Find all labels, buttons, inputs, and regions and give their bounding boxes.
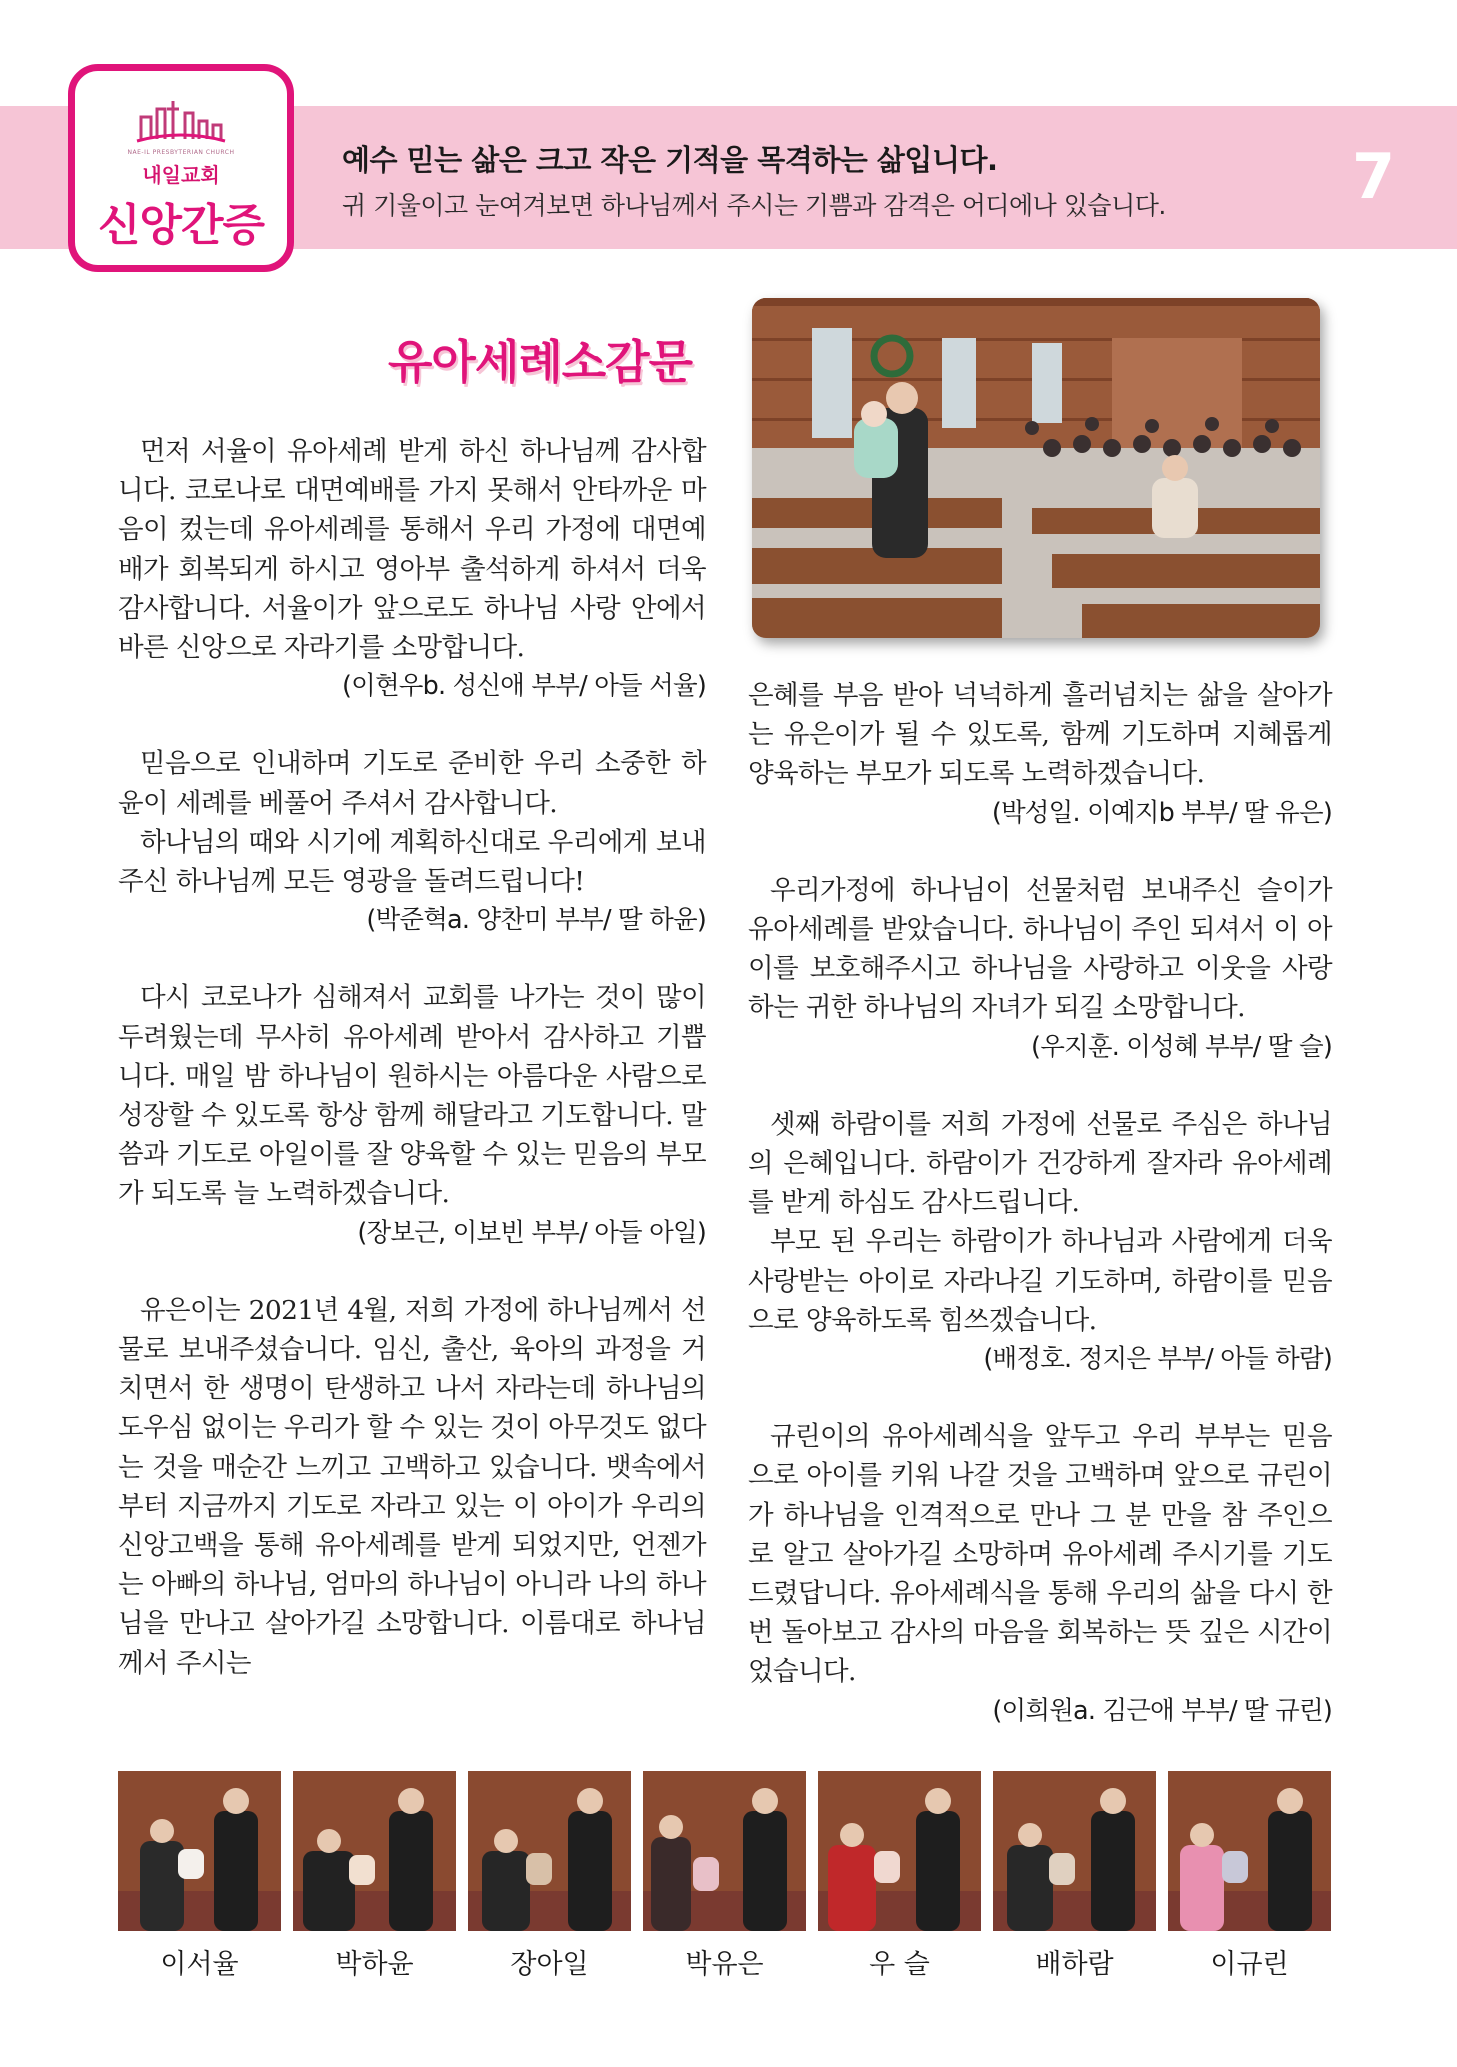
- testimony-signature: (우지훈. 이성혜 부부/ 딸 슬): [1031, 1031, 1332, 1062]
- photo-caption: 장아일: [510, 1949, 589, 1980]
- photo-caption: 이규린: [1210, 1949, 1289, 1980]
- section-title: 신앙간증: [97, 200, 264, 251]
- right-column: [748, 676, 1332, 1731]
- testimony-signature: (박준혁a. 양찬미 부부/ 딸 하윤): [366, 905, 706, 936]
- testimony-signature: (이현우b. 성신애 부부/ 아들 서율): [341, 671, 706, 702]
- church-name: 내일교회: [142, 163, 220, 187]
- baptism-photo-6: [993, 1771, 1156, 1931]
- church-logo-badge: [68, 64, 294, 272]
- photo-caption: 우 슬: [869, 1949, 930, 1980]
- testimony-signature: (박성일. 이예지b 부부/ 딸 유은): [991, 797, 1332, 828]
- congregation-photo-illustration: [752, 298, 1320, 638]
- photo-caption: 이서율: [160, 1949, 239, 1980]
- testimony-paragraph: 다시 코로나가 심해져서 교회를 나가는 것이 많이 두려웠는데 무사히 유아세례 받아서 감사하고 기쁩니다. 매일 밤 하나님이 원하시는 아름다운 사람으로 성장할 수 있도록 항상 함께 해달라고 기도합니다. 말씀과 기도로 아일이를 잘 양육할 수 있는 믿음의 부모가 되도록 늘 노력하겠습니다.: [118, 982, 706, 1210]
- article-title: 유아세례소감문: [387, 335, 693, 389]
- baptism-photo-3: [468, 1771, 631, 1931]
- photo-caption: 박하윤: [335, 1949, 414, 1980]
- left-column: [118, 432, 706, 1683]
- baptism-photo-7: [1168, 1771, 1331, 1931]
- baptism-photo-4: [643, 1771, 806, 1931]
- logo-subtitle: NAE-IL PRESBYTERIAN CHURCH: [127, 149, 235, 156]
- testimony-paragraph: 하나님의 때와 시기에 계획하신대로 우리에게 보내주신 하나님께 모든 영광을 돌려드립니다!: [118, 826, 706, 898]
- testimony-paragraph: 셋째 하람이를 저희 가정에 선물로 주심은 하나님의 은혜입니다. 하람이가 건강하게 잘자라 유아세례를 받게 하심도 감사드립니다.: [748, 1108, 1332, 1219]
- testimony-paragraph: 은혜를 부음 받아 넉넉하게 흘러넘치는 삶을 살아가는 유은이가 될 수 있도록, 함께 기도하며 지혜롭게 양육하는 부모가 되도록 노력하겠습니다.: [748, 680, 1332, 790]
- testimony-signature: (이희원a. 김근애 부부/ 딸 규린): [992, 1695, 1332, 1726]
- photo-caption: 박유은: [685, 1949, 764, 1980]
- testimony-signature: (배정호. 정지은 부부/ 아들 하람): [983, 1344, 1332, 1375]
- baptism-photo-1: [118, 1771, 281, 1931]
- photo-caption: 배하람: [1035, 1949, 1114, 1980]
- header-headline: 예수 믿는 삶은 크고 작은 기적을 목격하는 삶입니다.: [342, 143, 998, 177]
- testimony-paragraph: 먼저 서율이 유아세례 받게 하신 하나님께 감사합니다. 코로나로 대면예배를 가지 못해서 안타까운 마음이 컸는데 유아세례를 통해서 우리 가정에 대면예배가 회복되게 하시고 영아부 출석하게 하셔서 더욱 감사합니다. 서율이가 앞으로도 하나님 사랑 안에서 바른 신앙으로 자라기를 소망합니다.: [118, 436, 706, 664]
- baptism-congregation-photo: [752, 298, 1320, 638]
- header-subline: 귀 기울이고 눈여겨보면 하나님께서 주시는 기쁨과 감격은 어디에나 있습니다.: [342, 191, 1166, 220]
- testimony-signature: (장보근, 이보빈 부부/ 아들 아일): [357, 1217, 706, 1248]
- page-number: 7: [1352, 140, 1396, 213]
- church-skyline-icon: [135, 95, 227, 151]
- testimony-paragraph: 부모 된 우리는 하람이가 하나님과 사람에게 더욱 사랑받는 아이로 자라나길 기도하며, 하람이를 믿음으로 양육하도록 힘쓰겠습니다.: [748, 1226, 1332, 1336]
- testimony-paragraph: 유은이는 2021년 4월, 저희 가정에 하나님께서 선물로 보내주셨습니다. 임신, 출산, 육아의 과정을 거치면서 한 생명이 탄생하고 나서 자라는데 하나님의 도우심 없이는 우리가 할 수 있는 것이 아무것도 없다는 것을 매순간 느끼고 고백하고 있습니다. 뱃속에서부터 지금까지 기도로 자라고 있는 이 아이가 우리의 신앙고백을 통해 유아세례를 받게 되었지만, 언젠가는 아빠의 하나님, 엄마의 하나님이 아니라 나의 하나님을 만나고 살아가길 소망합니다. 이름대로 하나님께서 주시는: [118, 1294, 706, 1679]
- testimony-paragraph: 우리가정에 하나님이 선물처럼 보내주신 슬이가 유아세례를 받았습니다. 하나님이 주인 되셔서 이 아이를 보호해주시고 하나님을 사랑하고 이웃을 사랑하는 귀한 하나님의 자녀가 되길 소망합니다.: [748, 874, 1332, 1024]
- testimony-paragraph: 믿음으로 인내하며 기도로 준비한 우리 소중한 하윤이 세례를 베풀어 주셔서 감사합니다.: [118, 748, 706, 819]
- testimony-paragraph: 규린이의 유아세례식을 앞두고 우리 부부는 믿음으로 아이를 키워 나갈 것을 고백하며 앞으로 규린이가 하나님을 인격적으로 만나 그 분 만을 참 주인으로 알고 살아가길 소망하며 유아세례 주시기를 기도 드렸답니다. 유아세례식을 통해 우리의 삶을 다시 한 번 돌아보고 감사의 마음을 회복하는 뜻 깊은 시간이었습니다.: [748, 1421, 1332, 1688]
- baptism-photo-5: [818, 1771, 981, 1931]
- baptism-photo-2: [293, 1771, 456, 1931]
